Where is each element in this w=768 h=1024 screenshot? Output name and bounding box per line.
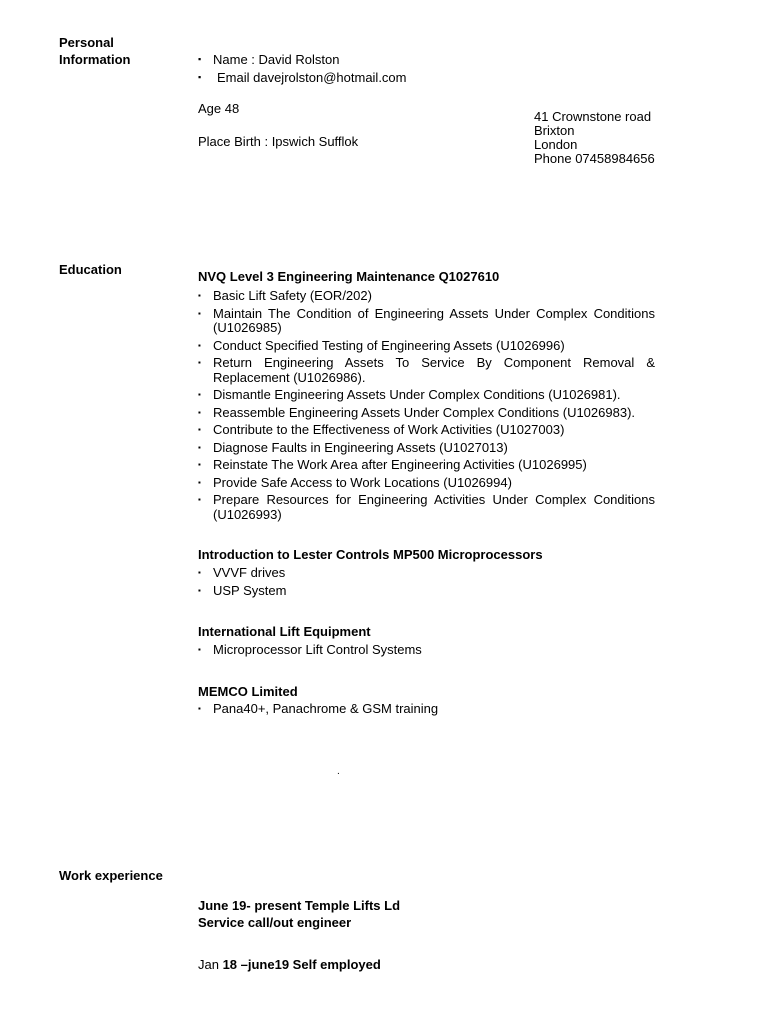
job1-line1: June 19- present Temple Lifts Ld bbox=[198, 898, 401, 913]
job2-prefix: Jan bbox=[198, 957, 223, 972]
phone-text: Phone 07458984656 bbox=[534, 151, 655, 166]
bullet-icon: ▪ bbox=[198, 645, 201, 654]
education-heading: Education bbox=[59, 262, 122, 277]
bullet-icon: ▪ bbox=[198, 585, 201, 595]
bullet-icon: ▪ bbox=[198, 340, 201, 350]
place-birth-text: Place Birth : Ipswich Sufflok bbox=[198, 134, 359, 149]
list-item: ▪ Microprocessor Lift Control Systems bbox=[198, 642, 422, 657]
list-item: ▪ Return Engineering Assets To Service By Component Removal & Replacement (U1026986). bbox=[198, 355, 655, 385]
bullet-icon: ▪ bbox=[198, 390, 201, 399]
personal-heading-line2: Information bbox=[59, 52, 131, 67]
list-item: ▪ Dismantle Engineering Assets Under Complex Conditions (U1026981). bbox=[198, 387, 621, 402]
address-line2: Brixton bbox=[534, 123, 575, 138]
bullet-icon: ▪ bbox=[198, 460, 201, 469]
job1-line2: Service call/out engineer bbox=[198, 915, 352, 930]
bullet-icon: ▪ bbox=[198, 495, 201, 504]
bullet-icon: ▪ bbox=[198, 358, 201, 367]
personal-heading-line1: Personal bbox=[59, 35, 114, 50]
address-line1: 41 Crownstone road bbox=[534, 109, 652, 124]
bullet-icon: ▪ bbox=[198, 291, 201, 300]
work-experience-heading: Work experience bbox=[59, 868, 163, 883]
ile-list bbox=[198, 643, 655, 661]
nvq-unit-list bbox=[198, 289, 655, 525]
list-item: ▪ VVVF drives bbox=[198, 565, 286, 580]
job2-line bbox=[198, 956, 381, 973]
list-item: ▪ Maintain The Condition of Engineering Assets Under Complex Conditions (U1026985) bbox=[198, 305, 655, 335]
list-item: ▪ Pana40+, Panachrome & GSM training bbox=[198, 701, 439, 716]
stray-dot: . bbox=[337, 766, 340, 777]
nvq-title: NVQ Level 3 Engineering Maintenance Q1027610 bbox=[198, 269, 500, 284]
email-text: Email davejrolston@hotmail.com bbox=[217, 70, 407, 85]
job2-rest: 18 –june19 Self employed bbox=[222, 957, 381, 972]
ile-title: International Lift Equipment bbox=[198, 624, 371, 639]
bullet-icon: ▪ bbox=[198, 568, 201, 577]
email-item bbox=[198, 69, 407, 86]
memco-list bbox=[198, 702, 655, 720]
list-item: ▪ Contribute to the Effectiveness of Work Activities (U1027003) bbox=[198, 422, 565, 437]
lester-title: Introduction to Lester Controls MP500 Microprocessors bbox=[198, 547, 543, 562]
address-line3: London bbox=[534, 137, 578, 152]
list-item: ▪ Reassemble Engineering Assets Under Complex Conditions (U1026983). bbox=[198, 404, 636, 420]
age-text: Age 48 bbox=[198, 101, 240, 116]
bullet-icon: ▪ bbox=[198, 477, 201, 487]
address-block bbox=[534, 110, 655, 166]
list-item: ▪ Provide Safe Access to Work Locations (U1026994) bbox=[198, 474, 512, 490]
list-item: ▪ Reinstate The Work Area after Engineering Activities (U1026995) bbox=[198, 457, 587, 472]
list-item: ▪ USP System bbox=[198, 582, 287, 598]
lester-list bbox=[198, 566, 655, 601]
personal-info-heading bbox=[59, 34, 131, 68]
bullet-icon: ▪ bbox=[198, 54, 202, 64]
memco-title: MEMCO Limited bbox=[198, 684, 298, 699]
bullet-icon: ▪ bbox=[198, 425, 201, 434]
list-item: ▪ Basic Lift Safety (EOR/202) bbox=[198, 288, 372, 303]
list-item: ▪ Prepare Resources for Engineering Activities Under Complex Conditions (U1026993) bbox=[198, 492, 655, 522]
list-item: ▪ Conduct Specified Testing of Engineering Assets (U1026996) bbox=[198, 337, 565, 353]
bullet-icon: ▪ bbox=[198, 72, 202, 82]
name-text: Name : David Rolston bbox=[213, 52, 340, 67]
bullet-icon: ▪ bbox=[198, 704, 201, 713]
bullet-icon: ▪ bbox=[198, 407, 201, 417]
list-item: ▪ Diagnose Faults in Engineering Assets (U1027013) bbox=[198, 439, 508, 455]
name-item bbox=[198, 51, 339, 68]
bullet-icon: ▪ bbox=[198, 308, 201, 318]
bullet-icon: ▪ bbox=[198, 442, 201, 452]
